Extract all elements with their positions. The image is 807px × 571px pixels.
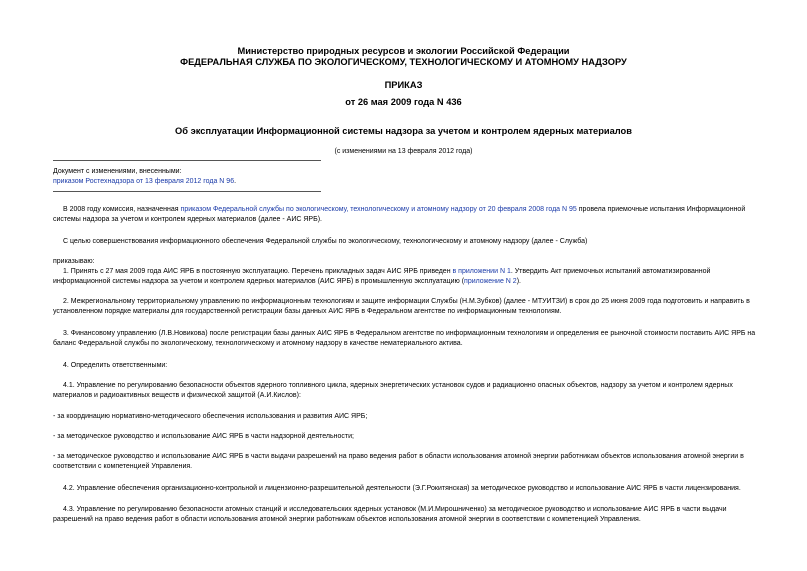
paragraph-text: 4.2. Управление обеспечения организационно-контрольной и лицензионно-разрешительной деятельности (Э.Г.Рокитянская) за методическое руководство и использование АИС ЯРБ в части лицензирования. (63, 485, 741, 492)
paragraph-text: С целью совершенствования информационного обеспечения Федеральной службы по экологическому, технологическому и атомному надзору (далее - Служба) (63, 238, 588, 245)
paragraph-text: ). (516, 278, 521, 285)
amendment-box-label: Документ с изменениями, внесенными: (53, 168, 182, 175)
paragraph-8 (53, 381, 771, 401)
paragraph-text: приказываю: (53, 258, 95, 265)
paragraph-text: системы надзора за учетом и контролем ядерных материалов (далее - АИС ЯРБ). (53, 216, 322, 223)
paragraph-text: - за методическое руководство и использование АИС ЯРБ в части надзорной деятельности; (53, 433, 354, 440)
amendments-note: (с изменениями на 13 февраля 2012 года) (334, 148, 473, 155)
paragraph-3 (53, 257, 771, 267)
paragraph-11 (53, 452, 771, 472)
document-date-number: от 26 мая 2009 года N 436 (345, 97, 462, 107)
paragraph-text: соответствии с компетенцией Управления. (53, 463, 193, 470)
document-title: Об эксплуатации Информационной системы надзора за учетом и контролем ядерных материалов (175, 126, 632, 136)
paragraph-text: баланс Федеральной службы по экологическому, технологическому и атомному надзору в качестве нематериального актива. (53, 340, 463, 347)
order-95-link[interactable]: приказом Федеральной службы по экологическому, технологическому и атомному надзору от 20 февраля 2008 года N 95 (180, 206, 577, 213)
paragraph-text: установленном порядке материалы для государственной регистрации базы данных АИС ЯРБ в Федеральном агентстве по информационным технологиям. (53, 308, 562, 315)
amendment-box (53, 167, 236, 187)
divider-bottom (53, 191, 321, 192)
paragraph-text: информационной системы надзора за учетом и контролем ядерных материалов (АИС ЯРБ) в промышленную эксплуатацию ( (53, 278, 465, 285)
ministry-name: Министерство природных ресурсов и экологии Российской Федерации (237, 46, 570, 56)
paragraph-10 (53, 432, 771, 442)
paragraph-text: 3. Финансовому управлению (Л.В.Новикова) после регистрации базы данных АИС ЯРБ в Федеральном агентстве по информационным технологиям и определения ее рыночной стоимости поставить АИС ЯРБ на (63, 330, 756, 337)
paragraph-text: 4.1. Управление по регулированию безопасности объектов ядерного топливного цикла, ядерных энергетических установок судов и радиационно опасных объектов, надзору за учетом и контролем ядерных (63, 382, 733, 389)
service-name: ФЕДЕРАЛЬНАЯ СЛУЖБА ПО ЭКОЛОГИЧЕСКОМУ, ТЕХНОЛОГИЧЕСКОМУ И АТОМНОМУ НАДЗОРУ (180, 57, 627, 67)
paragraph-text: 4. Определить ответственными: (63, 362, 168, 369)
document-header (0, 46, 807, 68)
paragraph-text: 2. Межрегиональному территориальному управлению по информационным технологиям и защите информации Службы (Н.М.Зубков) (далее - МТУИТЗИ) в срок до 25 июня 2009 года подготовить и направить в (63, 298, 750, 305)
paragraph-4 (53, 267, 771, 287)
paragraph-2 (53, 237, 771, 247)
paragraph-13 (53, 505, 771, 525)
paragraph-5 (53, 297, 771, 317)
paragraph-12 (53, 484, 771, 494)
paragraph-7 (53, 361, 771, 371)
paragraph-9 (53, 412, 771, 422)
amendment-suffix: . (234, 178, 237, 185)
paragraph-text: 4.3. Управление по регулированию безопасности атомных станций и исследовательских ядерных установок (М.И.Мирошниченко) за методическое руководство и использование АИС ЯРБ в части выдачи (63, 506, 727, 513)
paragraph-6 (53, 329, 771, 349)
paragraph-text: материалов и радиоактивных веществ и физической защитой (А.И.Кислов): (53, 392, 301, 399)
paragraph-text: В 2008 году комиссия, назначенная (63, 206, 181, 213)
divider-top (53, 160, 321, 161)
paragraph-text: 1. Принять с 27 мая 2009 года АИС ЯРБ в постоянную эксплуатацию. Перечень прикладных задач АИС ЯРБ приведен (63, 268, 453, 275)
document-type: ПРИКАЗ (384, 80, 423, 90)
paragraph-text: разрешений на право ведения работ в области использования атомной энергии работникам объектов использования атомной энергии в соответствии с компетенцией Управления. (53, 516, 641, 523)
paragraph-1 (53, 205, 771, 225)
amendment-link[interactable]: приказом Ростехнадзора от 13 февраля 2012 года N 96 (53, 178, 235, 185)
paragraph-text: - за методическое руководство и использование АИС ЯРБ в части выдачи разрешений на право ведения работ в области использования атомной энергии работникам объектов использования атомной энергии в (53, 453, 744, 460)
paragraph-text: провела приемочные испытания Информационной (576, 206, 746, 213)
appendix-2-link[interactable]: приложение N 2 (464, 278, 517, 285)
appendix-1-link[interactable]: в приложении N 1 (452, 268, 511, 275)
paragraph-text: - за координацию нормативно-методического обеспечения использования и развития АИС ЯРБ; (53, 413, 368, 420)
paragraph-text: . Утвердить Акт приемочных испытаний автоматизированной (510, 268, 711, 275)
